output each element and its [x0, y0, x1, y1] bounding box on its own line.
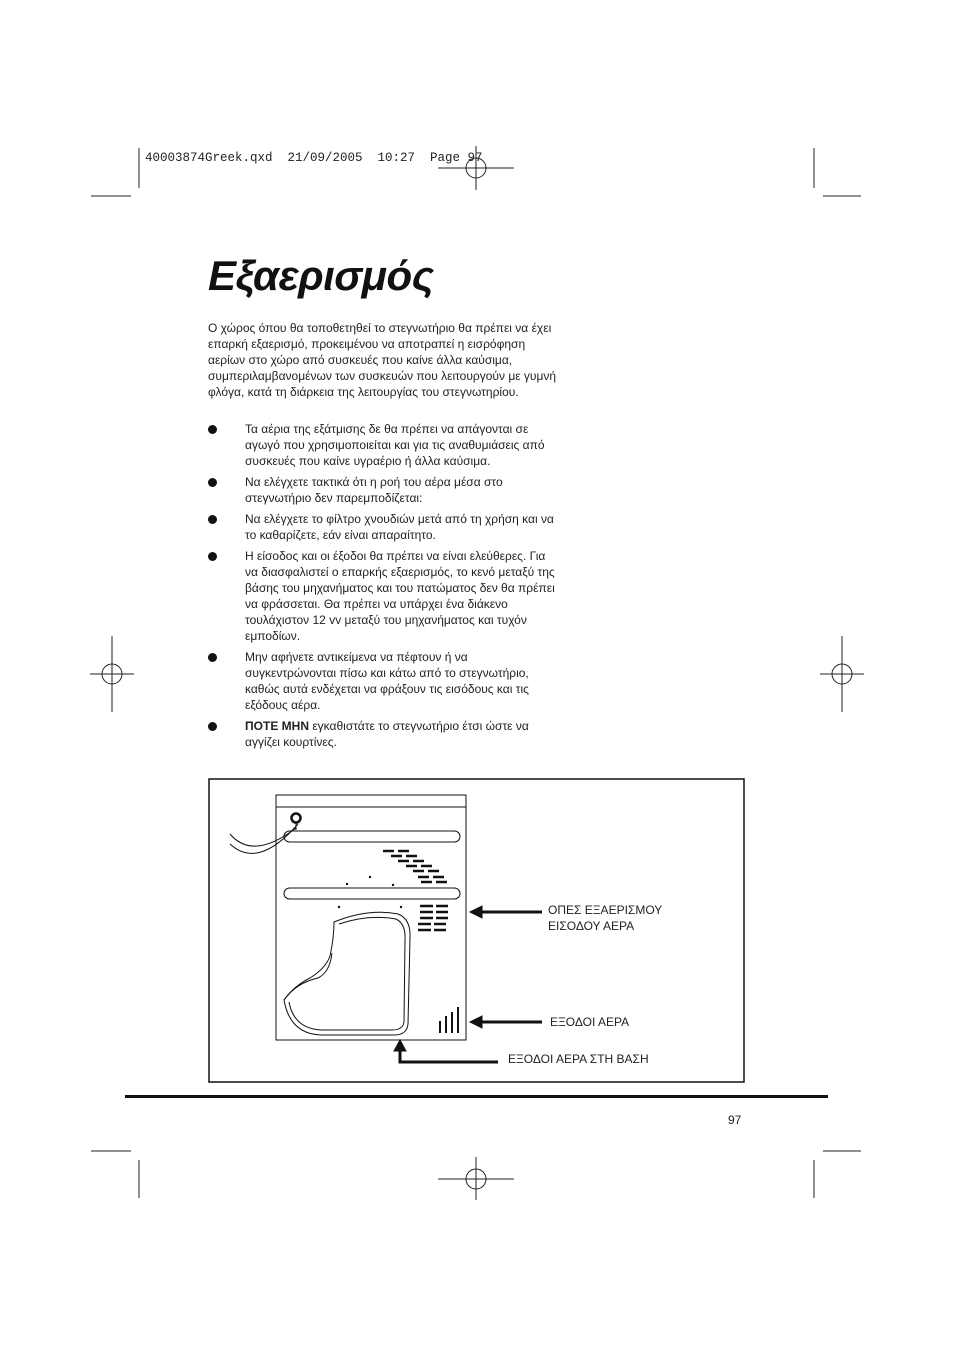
intake-vents-lower	[418, 906, 448, 930]
door-inner	[289, 917, 405, 1030]
list-item: Η είσοδος και οι έξοδοι θα πρέπει να είναι ελεύθερες. Για να διασφαλιστεί ο επαρκής εξαερισμός, το κενό μεταξύ της βάσης του μηχανήματος και του πατώματος δεν θα πρέπει να φράσσεται. Θα πρέπει να υπάρχει ένα διάκενο τουλάχιστον 12 vv μεταξύ του μηχανήματος και τυχόν εμποδίων.	[208, 548, 558, 644]
hose-connector	[292, 814, 301, 823]
page-title: Εξαερισμός	[208, 252, 434, 299]
lower-panel-strip	[284, 888, 460, 899]
list-item: Να ελέγχετε το φίλτρο χνουδιών μετά από τη χρήση και να το καθαρίζετε, εάν είναι απαραίτητο.	[208, 511, 558, 543]
list-item: Τα αέρια της εξάτμισης δε θα πρέπει να απάγονται σε αγωγό που χρησιμοποιείται και για τις αναθυμιάσεις από συσκευές που καίνε υγραέριο ή άλλα καύσιμα.	[208, 421, 558, 469]
list-item: ΠΟΤΕ ΜΗΝ εγκαθιστάτε το στεγνωτήριο έτσι ώστε να αγγίζει κουρτίνες.	[208, 718, 558, 750]
intro-paragraph: Ο χώρος όπου θα τοποθετηθεί το στεγνωτήριο θα πρέπει να έχει επαρκή εξαερισμό, προκειμένου να αποτραπεί η εισρόφηση αερίων στο χώρο από συσκευές που καίνε άλλα καύσιμα, συμπεριλαμβανομένων των συσκευών που λειτουργούν με γυμνή φλόγα, κατά τη διάρκεια της λειτουργίας του στεγνωτηρίου.	[208, 321, 557, 399]
figure-frame	[209, 779, 744, 1082]
registration-mark-right	[820, 636, 864, 712]
ventilation-figure	[208, 778, 745, 1089]
warning-emphasis: ΠΟΤΕ ΜΗΝ	[245, 719, 309, 733]
bullet-dot	[208, 478, 217, 487]
exhaust-hose-inner	[230, 824, 298, 853]
control-panel-strip	[284, 831, 460, 842]
bullet-dot	[208, 425, 217, 434]
dryer-illustration	[230, 795, 466, 1040]
ventilation-rules-list	[208, 421, 558, 755]
registration-mark-top	[438, 146, 514, 190]
registration-mark-bottom	[438, 1157, 514, 1200]
outlet-arrow	[470, 1016, 542, 1028]
list-item: Μην αφήνετε αντικείμενα να πέφτουν ή να συγκεντρώνονται πίσω και κάτω από το στεγνωτήριο, καθώς αυτά ενδέχεται να φράξουν τις εισόδους και τις εξόδους αέρα.	[208, 649, 558, 713]
bullet-dot	[208, 653, 217, 662]
intake-arrow	[470, 906, 542, 918]
footer-rule	[125, 1095, 828, 1098]
registration-mark-left	[90, 636, 134, 712]
page-number: 97	[728, 1113, 742, 1127]
file-slug: 40003874Greek.qxd 21/09/2005 10:27 Page 97	[145, 151, 483, 165]
door-outer	[284, 912, 410, 1035]
bullet-dot	[208, 515, 217, 524]
bullet-dot	[208, 552, 217, 561]
bullet-dot	[208, 722, 217, 731]
base-outlet-arrow	[394, 1040, 498, 1062]
list-item: Να ελέγχετε τακτικά ότι η ροή του αέρα μέσα στο στεγνωτήριο δεν παρεμποδίζεται:	[208, 474, 558, 506]
dryer-diagram	[208, 778, 745, 1084]
exhaust-outlet-grille	[440, 1007, 458, 1033]
intake-vents-upper	[383, 851, 447, 882]
air-outlets-label: ΕΞΟΔΟΙ ΑΕΡΑ	[550, 1015, 630, 1029]
intake-vents-label: ΟΠΕΣ ΕΞΑΕΡΙΣΜΟΥ ΕΙΣΟΔΟΥ ΑΕΡΑ	[548, 903, 663, 933]
exhaust-hose-outer	[230, 828, 296, 846]
base-outlets-label: ΕΞΟΔΟΙ ΑΕΡΑ ΣΤΗ ΒΑΣΗ	[508, 1052, 649, 1066]
door-hinge-curve	[284, 953, 332, 1000]
indicator-dots	[338, 876, 402, 908]
